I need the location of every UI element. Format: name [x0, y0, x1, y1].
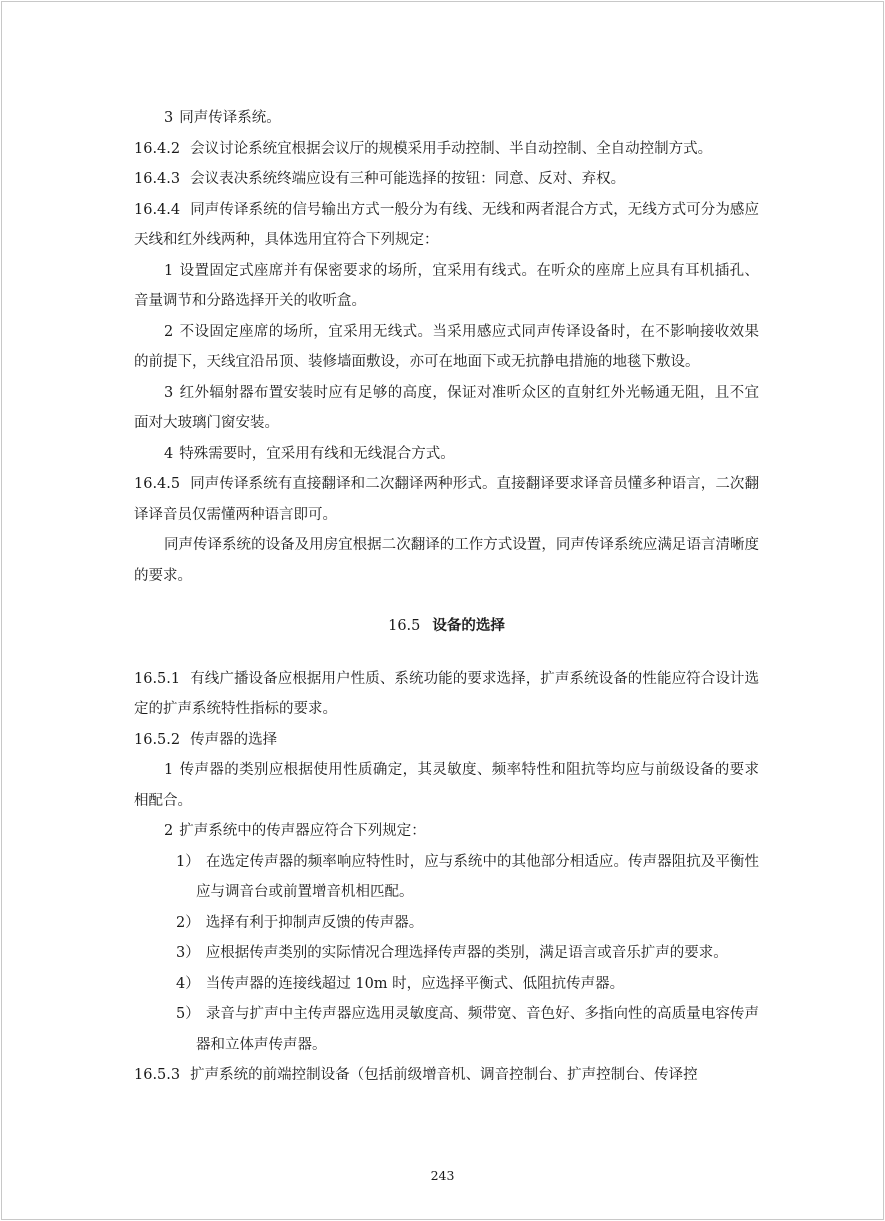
- paragraph-item-3-top: [134, 103, 759, 134]
- paragraph-text: 红外辐射器布置安装时应有足够的高度，保证对准听众区的直射红外光畅通无阻，且不宜面对大玻璃门窗安装。: [134, 384, 759, 431]
- paragraph-text: 传声器的类别应根据使用性质确定，其灵敏度、频率特性和阻抗等均应与前级设备的要求相配合。: [134, 762, 759, 809]
- paragraph-number: 1: [164, 262, 174, 279]
- paragraph-clause-16-4-2: [134, 134, 759, 165]
- paragraph-text: 设置固定式座席并有保密要求的场所，宜采用有线式。在听众的座席上应具有耳机插孔、音量调节和分路选择开关的收听盒。: [134, 262, 759, 309]
- paragraph-text: 同声传译系统。: [179, 110, 281, 126]
- paragraph-clause-16-4-4: [134, 195, 759, 256]
- paragraph-text: 同声传译系统有直接翻译和二次翻译两种形式。直接翻译要求译音员懂多种语言，二次翻译译音员仅需懂两种语言即可。: [134, 476, 759, 523]
- paragraph-number: 4: [164, 445, 174, 462]
- section-16-4-block: [134, 103, 759, 591]
- paragraph-number: 3: [164, 384, 174, 401]
- paragraph-text: 同声传译系统的设备及用房宜根据二次翻译的工作方式设置，同声传译系统应满足语言清晰度的要求。: [134, 537, 759, 584]
- section-heading: [134, 611, 759, 642]
- paragraph-text: 当传声器的连接线超过 10m 时，应选择平衡式、低阻抗传声器。: [205, 975, 625, 992]
- paragraph-number: 16.5.1: [134, 670, 181, 687]
- paragraph-para-16-4-5-b: [134, 530, 759, 591]
- paragraph-item-4-2: [134, 317, 759, 378]
- paragraph-text: 录音与扩声中主传声器应选用灵敏度高、频带宽、音色好、多指向性的高质量电容传声器和立体声传声器。: [196, 1006, 759, 1053]
- paragraph-number: 16.4.4: [134, 201, 181, 218]
- paragraph-number: 16.5.2: [134, 731, 181, 748]
- paragraph-number: 2）: [176, 914, 200, 931]
- paragraph-number: 1: [164, 762, 174, 778]
- paragraph-item-4-3: [134, 378, 759, 439]
- paragraph-number: 3）: [176, 945, 200, 961]
- document-body: [134, 103, 759, 1091]
- section-title: 设备的选择: [432, 618, 505, 634]
- paragraph-clause-16-5-3: [134, 1060, 759, 1091]
- paragraph-number: 16.4.2: [134, 140, 181, 157]
- paragraph-sub-2: [134, 908, 759, 939]
- paragraph-item-5-1: [134, 755, 759, 816]
- paragraph-item-4-1: [134, 256, 759, 317]
- page-number: 243: [430, 1168, 455, 1183]
- paragraph-text: 有线广播设备应根据用户性质、系统功能的要求选择，扩声系统设备的性能应符合设计选定的扩声系统特性指标的要求。: [134, 670, 759, 717]
- paragraph-text: 应根据传声类别的实际情况合理选择传声器的类别，满足语言或音乐扩声的要求。: [205, 945, 728, 961]
- paragraph-text: 选择有利于抑制声反馈的传声器。: [205, 914, 424, 931]
- paragraph-text: 会议表决系统终端应设有三种可能选择的按钮：同意、反对、弃权。: [190, 171, 626, 187]
- paragraph-item-4-4: [134, 439, 759, 470]
- paragraph-text: 同声传译系统的信号输出方式一般分为有线、无线和两者混合方式，无线方式可分为感应天线和红外线两种，具体选用宜符合下列规定：: [134, 201, 759, 248]
- paragraph-number: 2: [164, 823, 174, 839]
- paragraph-sub-4: [134, 969, 759, 1000]
- paragraph-item-5-2: [134, 816, 759, 847]
- paragraph-text: 扩声系统的前端控制设备（包括前级增音机、调音控制台、扩声控制台、传译控: [190, 1067, 698, 1083]
- paragraph-sub-1: [134, 847, 759, 908]
- paragraph-text: 特殊需要时，宜采用有线和无线混合方式。: [179, 445, 455, 462]
- paragraph-clause-16-5-1: [134, 664, 759, 725]
- paragraph-sub-5: [134, 999, 759, 1060]
- paragraph-text: 不设固定座席的场所，宜采用无线式。当采用感应式同声传译设备时，在不影响接收效果的前提下，天线宜沿吊顶、装修墙面敷设，亦可在地面下或无抗静电措施的地毯下敷设。: [134, 323, 759, 370]
- paragraph-number: 5）: [176, 1006, 200, 1022]
- paragraph-clause-16-5-2: [134, 725, 759, 756]
- section-16-5-block: [134, 664, 759, 1091]
- paragraph-number: 16.5.3: [134, 1067, 181, 1083]
- paragraph-text: 在选定传声器的频率响应特性时，应与系统中的其他部分相适应。传声器阻抗及平衡性应与调音台或前置增音机相匹配。: [196, 853, 759, 900]
- paragraph-clause-16-4-5: [134, 469, 759, 530]
- paragraph-number: 4）: [176, 975, 200, 992]
- section-number: 16.5: [388, 618, 421, 634]
- paragraph-number: 2: [164, 323, 174, 340]
- paragraph-number: 16.4.5: [134, 476, 181, 492]
- paragraph-text: 会议讨论系统宜根据会议厅的规模采用手动控制、半自动控制、全自动控制方式。: [190, 140, 713, 157]
- paragraph-number: 1）: [176, 853, 200, 870]
- paragraph-text: 扩声系统中的传声器应符合下列规定：: [179, 823, 426, 839]
- paragraph-number: 3: [164, 110, 174, 126]
- paragraph-clause-16-4-3: [134, 164, 759, 195]
- paragraph-text: 传声器的选择: [190, 731, 278, 748]
- paragraph-sub-3: [134, 938, 759, 969]
- paragraph-number: 16.4.3: [134, 171, 181, 187]
